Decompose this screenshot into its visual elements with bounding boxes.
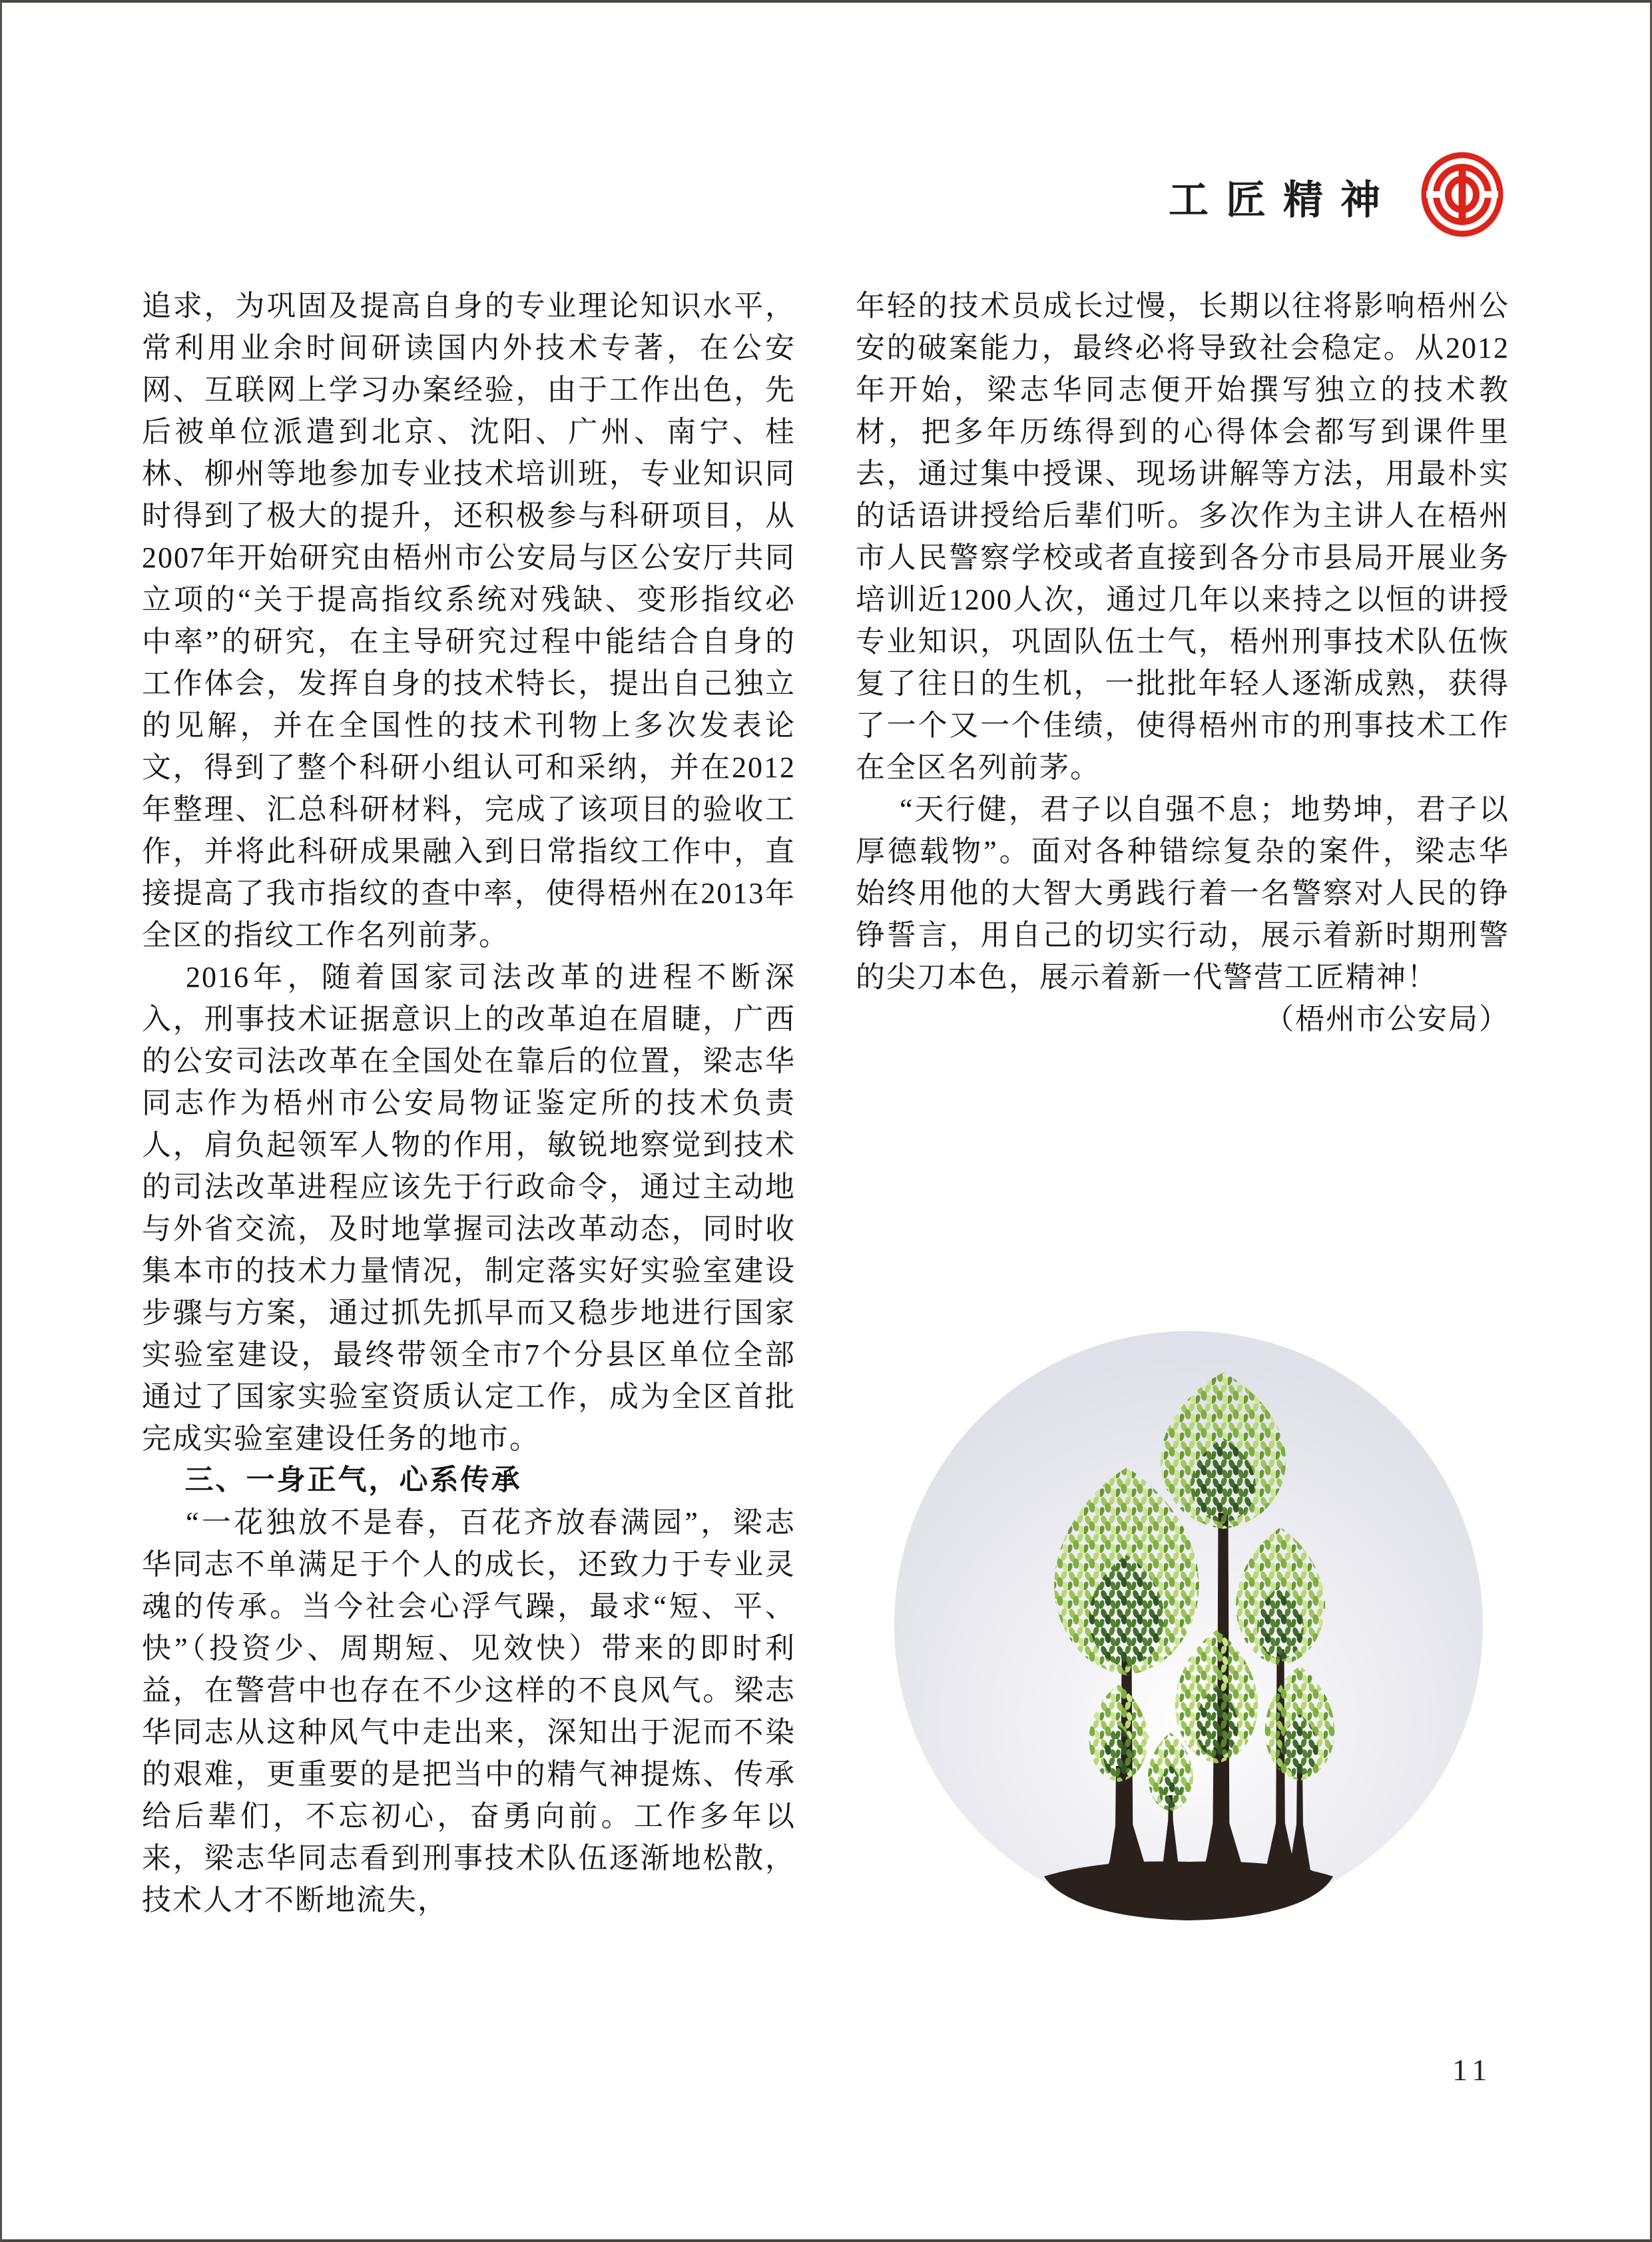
paragraph: “一花独放不是春，百花齐放春满园”，梁志华同志不单满足于个人的成长，还致力于专业灵魂的传承。当今社会心浮气躁，最求“短、平、快”（投资少、周期短、见效快）带来的即时利益，在警营中也存在不少这样的不良风气。梁志华同志从这种风气中走出来，深知出于泥而不染的艰难，更重要的是把当中的精气神提炼、传承给后辈们，不忘初心，奋勇向前。工作多年以来，梁志华同志看到刑事技术队伍逐渐地松散，技术人才不断地流失， <box>142 1506 796 1916</box>
page-section-title: 工匠精神 <box>1169 178 1398 222</box>
paragraph: 2016年，随着国家司法改革的进程不断深入，刑事技术证据意识上的改革迫在眉睫，广西的公安司法改革在全国处在靠后的位置，梁志华同志作为梧州市公安局物证鉴定所的技术负责人，肩负起领军人物的作用，敏锐地察觉到技术的司法改革进程应该先于行政命令，通过主动地与外省交流，及时地掌握司法改革动态，同时收集本市的技术力量情况，制定落实好实验室建设步骤与方案，通过抓先抓早而又稳步地进行国家实验室建设，最终带领全市7个分县区单位全部通过了国家实验室资质认定工作，成为全区首批完成实验室建设任务的地市。 <box>142 961 796 1455</box>
page-number: 11 <box>1452 2053 1493 2087</box>
logo-left-gap <box>1426 191 1445 198</box>
paragraph: 年轻的技术员成长过慢，长期以往将影响梧州公安的破案能力，最终必将导致社会稳定。从2012年开始，梁志华同志便开始撰写独立的技术教材，把多年历练得到的心得体会都写到课件里去，通过集中授课、现场讲解等方法，用最朴实的话语讲授给后辈们听。多次作为主讲人在梧州市人民警察学校或者直接到各分市县局开展业务培训近1200人次，通过几年以来持之以恒的讲授专业知识，巩固队伍士气，梧州刑事技术队伍恢复了往日的生机，一批批年轻人逐渐成熟，获得了一个又一个佳绩，使得梧州市的刑事技术工作在全区名列前茅。 <box>856 290 1510 784</box>
paragraph <box>856 788 1510 1035</box>
trees-illustration <box>892 1329 1485 1922</box>
logo-right-gap <box>1480 191 1498 198</box>
attribution: （梧州市公安局） <box>1264 1003 1510 1035</box>
section-heading: 三、一身正气，心系传承 <box>184 1464 522 1496</box>
paragraph-text: “天行健，君子以自强不息；地势坤，君子以厚德载物”。面对各种错综复杂的案件，梁志华始终用他的大智大勇践行着一名警察对人民的铮铮誓言，用自己的切实行动，展示着新时期刑警的尖刀本色，展示着新一代警营工匠精神！ <box>856 793 1510 993</box>
right-column <box>856 285 1510 1040</box>
paragraph: 追求，为巩固及提高自身的专业理论知识水平，常利用业余时间研读国内外技术专著，在公安网、互联网上学习办案经验，由于工作出色，先后被单位派遣到北京、沈阳、广州、南宁、桂林、柳州等地参加专业技术培训班，专业知识同时得到了极大的提升，还积极参与科研项目，从2007年开始研究由梧州市公安局与区公安厅共同立项的“关于提高指纹系统对残缺、变形指纹必中率”的研究，在主导研究过程中能结合自身的工作体会，发挥自身的技术特长，提出自己独立的见解，并在全国性的技术刊物上多次发表论文，得到了整个科研小组认可和采纳，并在2012年整理、汇总科研材料，完成了该项目的验收工作，并将此科研成果融入到日常指纹工作中，直接提高了我市指纹的查中率，使得梧州在2013年全区的指纹工作名列前茅。 <box>142 290 796 952</box>
logo-center-bar <box>1459 164 1466 224</box>
trade-union-logo-icon <box>1421 152 1504 237</box>
left-column <box>142 285 796 1921</box>
